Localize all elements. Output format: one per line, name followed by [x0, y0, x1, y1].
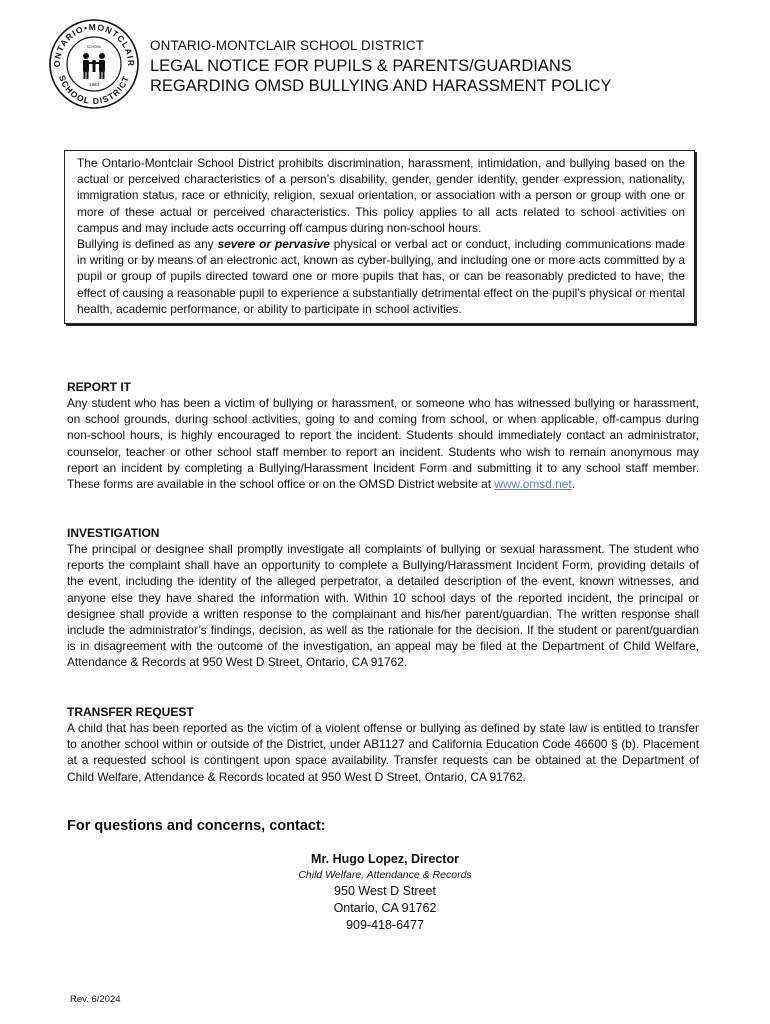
transfer-heading: TRANSFER REQUEST: [67, 705, 194, 719]
report-text-end: .: [571, 477, 576, 492]
report-text: Any student who has been a victim of bullying or harassment, or someone who has witnessed bullying or harassment, on school grounds, during school activities, going to and coming from school, or when applicable, off-campus during non-school hours, is highly encouraged to report the incident. Students should immediately contact an administrator, counselor, teacher or other school staff member to report an incident. Students who wish to remain anonymous may report an incident by completing a Bullying/Harassment Incident Form and submitting it to any school staff member. These forms are available in the school office or on the OMSD District website at: [67, 396, 699, 492]
district-seal: [48, 18, 140, 110]
district-name: ONTARIO-MONTCLAIR SCHOOL DISTRICT: [150, 38, 425, 53]
title-line-2: REGARDING OMSD BULLYING AND HARASSMENT POLICY: [150, 77, 612, 95]
page-header: [150, 38, 750, 96]
contact-address-line-1: 950 West D Street: [334, 884, 436, 898]
contact-phone: 909-418-6477: [346, 918, 424, 932]
seal-year: 1884: [88, 82, 100, 87]
seal-figures-icon: [83, 53, 105, 79]
investigation-section: [67, 525, 699, 671]
policy-paragraph: The Ontario-Montclair School District prohibits discrimination, harassment, intimidation, and bullying based on the actual or perceived characteristics of a person’s disability, gender, gender identity, gender expression, nationality, immigration status, race or ethnicity, religion, sexual orientation, or association with a person or group with one or more of these actual or perceived characteristics. This policy applies to all acts related to school activities on campus and may include acts occurring off campus during non-school hours.: [77, 156, 685, 235]
title-line-1: LEGAL NOTICE FOR PUPILS & PARENTS/GUARDIANS: [150, 57, 572, 75]
contact-name: Mr. Hugo Lopez, Director: [311, 852, 459, 866]
contact-address-line-2: Ontario, CA 91762: [333, 901, 437, 915]
contact-block: [0, 851, 770, 934]
contact-heading: For questions and concerns, contact:: [67, 818, 326, 834]
transfer-section: [67, 704, 699, 785]
bullying-definition: [77, 236, 685, 317]
seal-top-text: ONTARIO•MONTCLAIR: [51, 21, 137, 68]
policy-statement-box: [64, 150, 695, 324]
report-body: [67, 395, 699, 492]
bullying-definition-intro: Bullying is defined as any: [77, 237, 218, 252]
seal-small-label: SCHOOL: [86, 45, 102, 49]
report-heading: REPORT IT: [67, 380, 132, 394]
revision-date: Rev. 6/2024: [70, 994, 121, 1005]
svg-text:SCHOOL DISTRICT: [57, 74, 131, 106]
bullying-emphasis: severe or pervasive: [217, 237, 330, 252]
page-title: [150, 56, 750, 96]
contact-department: Child Welfare, Attendance & Records: [298, 869, 472, 881]
investigation-heading: INVESTIGATION: [67, 526, 160, 540]
investigation-body: The principal or designee shall promptly investigate all complaints of bullying or sexual harassment. The student who reports the complaint shall have an opportunity to complete a Bullying/Harassment Incident Form, providing details of the event, including the identity of the alleged perpetrator, a detailed description of the event, known witnesses, and anyone else they have shared the information with. Within 10 school days of the reported incident, the principal or designee shall provide a written response to the complainant and his/her parent/guardian. The written response shall include the administrator’s findings, decision, as well as the rationale for the decision. If the student or parent/guardian is in disagreement with the outcome of the investigation, an appeal may be filed at the Department of Child Welfare, Attendance & Records at 950 West D Street, Ontario, CA 91762.: [67, 542, 699, 670]
transfer-body: A child that has been reported as the victim of a violent offense or bullying as defined by state law is entitled to transfer to another school within or outside of the District, under AB1127 and California Education Code 46600 § (b). Placement at a requested school is contingent upon space availability. Transfer requests can be obtained at the Department of Child Welfare, Attendance & Records located at 950 West D Street, Ontario, CA 91762.: [67, 721, 699, 784]
seal-bottom-text: SCHOOL DISTRICT: [56, 73, 132, 107]
omsd-website-link[interactable]: www.omsd.net: [494, 477, 572, 492]
report-section: [67, 379, 699, 492]
bullying-definition-rest: physical or verbal act or conduct, including communications made in writing or by means of an electronic act, known as cyber-bullying, and including one or more acts committed by a pupil or group of pupils directed toward one or more pupils that has, or can be reasonably predicted to have, the effect of causing a reasonable pupil to experience a substantially detrimental effect on the pupil’s physical or mental health, academic performance, or ability to participate in school activities.: [77, 237, 685, 316]
